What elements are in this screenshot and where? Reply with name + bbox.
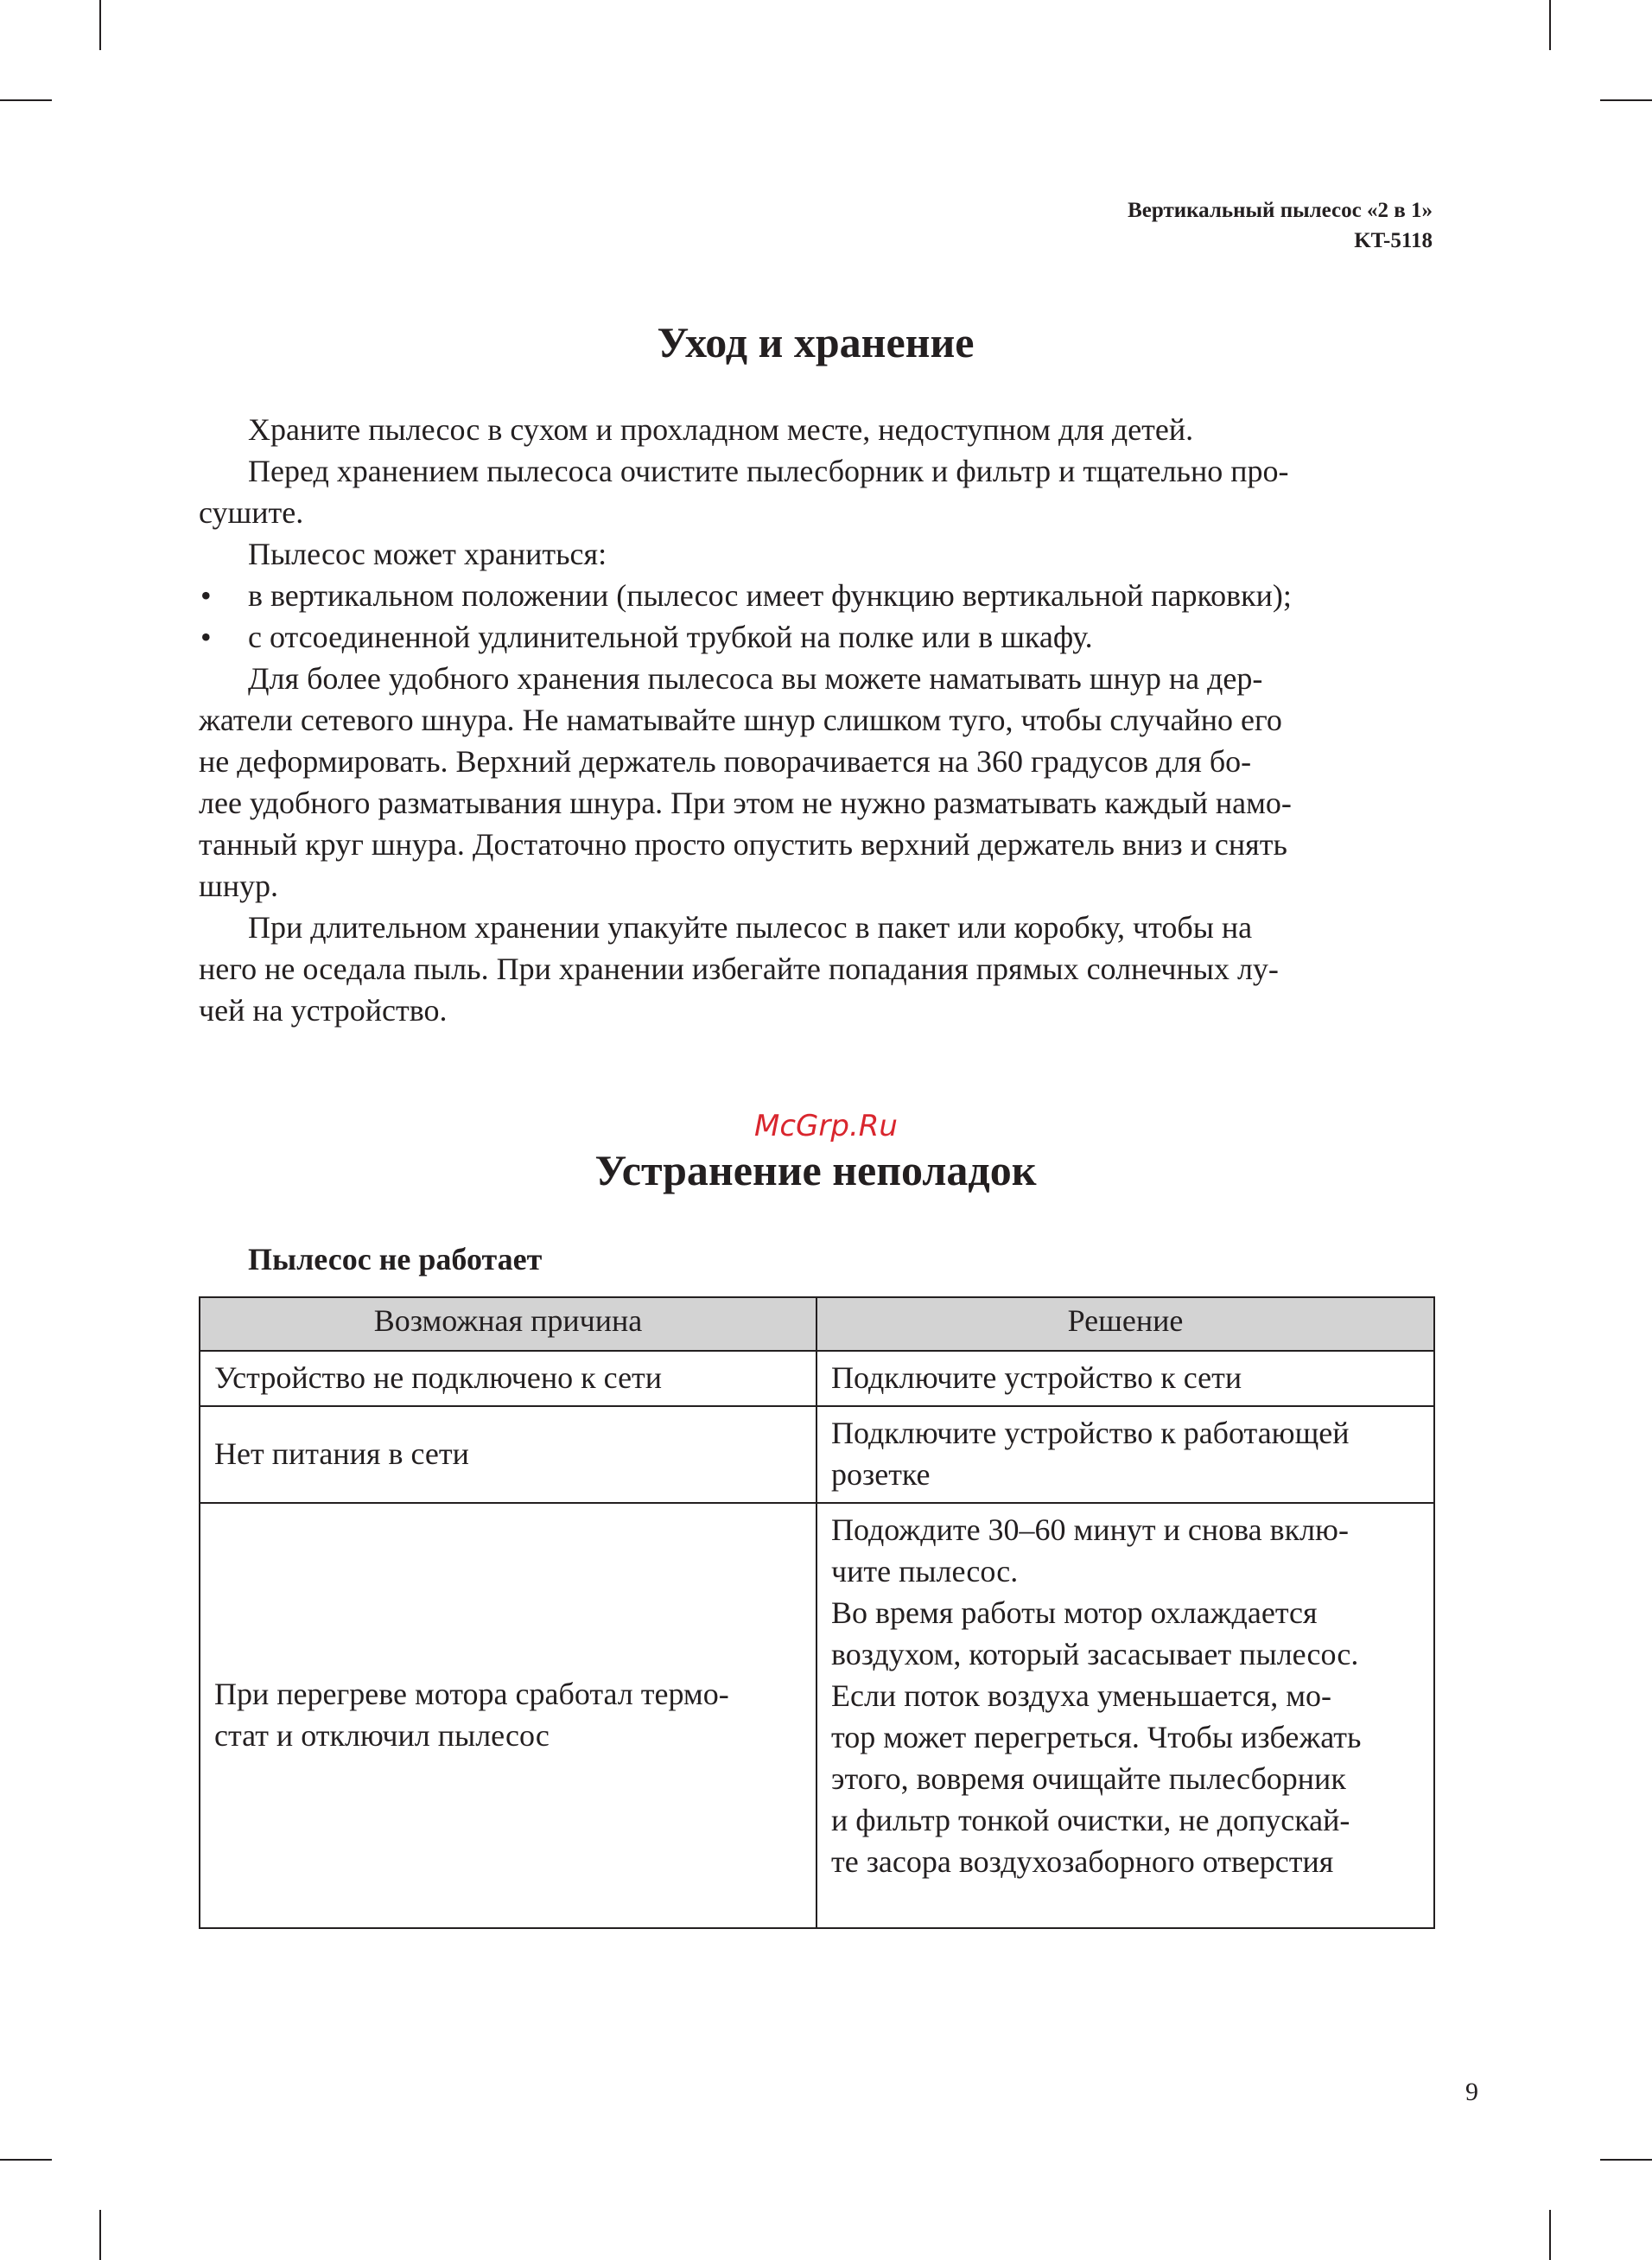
bullet-icon: • (200, 578, 212, 613)
crop-mark (1549, 2210, 1551, 2260)
watermark-link[interactable]: McGrp.Ru (754, 1109, 898, 1143)
paragraph: Пылесос может храниться: (248, 537, 607, 571)
troubleshooting-table (199, 1296, 1435, 1929)
page-number: 9 (1465, 2078, 1478, 2106)
header-product: Вертикальный пылесос «2 в 1» (1128, 199, 1433, 222)
crop-mark (0, 99, 52, 101)
crop-mark (0, 2159, 52, 2161)
table-row (200, 1351, 1434, 1406)
paragraph: Храните пылесос в сухом и прохладном месте, недоступном для детей. (248, 412, 1194, 447)
bullet-icon: • (200, 620, 212, 654)
crop-mark (1549, 0, 1551, 50)
header-model: KT-5118 (1354, 229, 1433, 252)
table-row (200, 1503, 1434, 1928)
care-storage-title: Уход и хранение (657, 318, 975, 366)
solution-cell: Подключите устройство к работающей розетке (816, 1406, 1434, 1503)
crop-mark (99, 2210, 101, 2260)
cause-cell: При перегреве мотора сработал термо- стат и отключил пылесос (200, 1503, 816, 1928)
list-item: • с отсоединенной удлинительной трубкой на полке или в шкафу. (199, 616, 1433, 658)
table-row (200, 1406, 1434, 1503)
cause-cell: Нет питания в сети (200, 1406, 816, 1503)
care-storage-text (199, 409, 1433, 1031)
troubleshooting-title: Устранение неполадок (594, 1146, 1037, 1194)
solution-cell: Подождите 30–60 минут и снова вклю- чите пылесос. Во время работы мотор охлаждается воздухом, который засасывает пылесос. Если поток воздуха уменьшается, мо- тор может перегреться. Чтобы избежать этого, вовремя очищайте пылесборник и фильтр тонкой очистки, не допускай- те засора воздухозаборного отверстия (816, 1503, 1434, 1928)
crop-mark (1600, 99, 1652, 101)
paragraph: При длительном хранении упакуйте пылесос в пакет или коробку, чтобы на него не оседала пыль. При хранении избегайте попадания прямых солнечных лу- чей на устройство. (199, 910, 1279, 1028)
crop-mark (1600, 2159, 1652, 2161)
list-item: • в вертикальном положении (пылесос имеет функцию вертикальной парковки); (199, 575, 1433, 616)
paragraph: Для более удобного хранения пылесоса вы можете наматывать шнур на дер- жатели сетевого шнура. Не наматывайте шнур слишком туго, чтобы случайно его не деформировать. Верхний держатель поворачивается на 360 градусов для бо- лее удобного разматывания шнура. При этом не нужно разматывать каждый намо- танный круг шнура. Достаточно просто опустить верхний держатель вниз и снять шнур. (199, 661, 1292, 903)
solution-cell: Подключите устройство к сети (816, 1351, 1434, 1406)
cause-cell: Устройство не подключено к сети (200, 1351, 816, 1406)
problem-subheading: Пылесос не работает (248, 1242, 543, 1276)
running-header (1128, 195, 1433, 256)
column-header-solution: Решение (816, 1297, 1434, 1351)
column-header-cause: Возможная причина (200, 1297, 816, 1351)
paragraph: Перед хранением пылесоса очистите пылесборник и фильтр и тщательно про- сушите. (199, 454, 1289, 530)
table-header-row (200, 1297, 1434, 1351)
crop-mark (99, 0, 101, 50)
